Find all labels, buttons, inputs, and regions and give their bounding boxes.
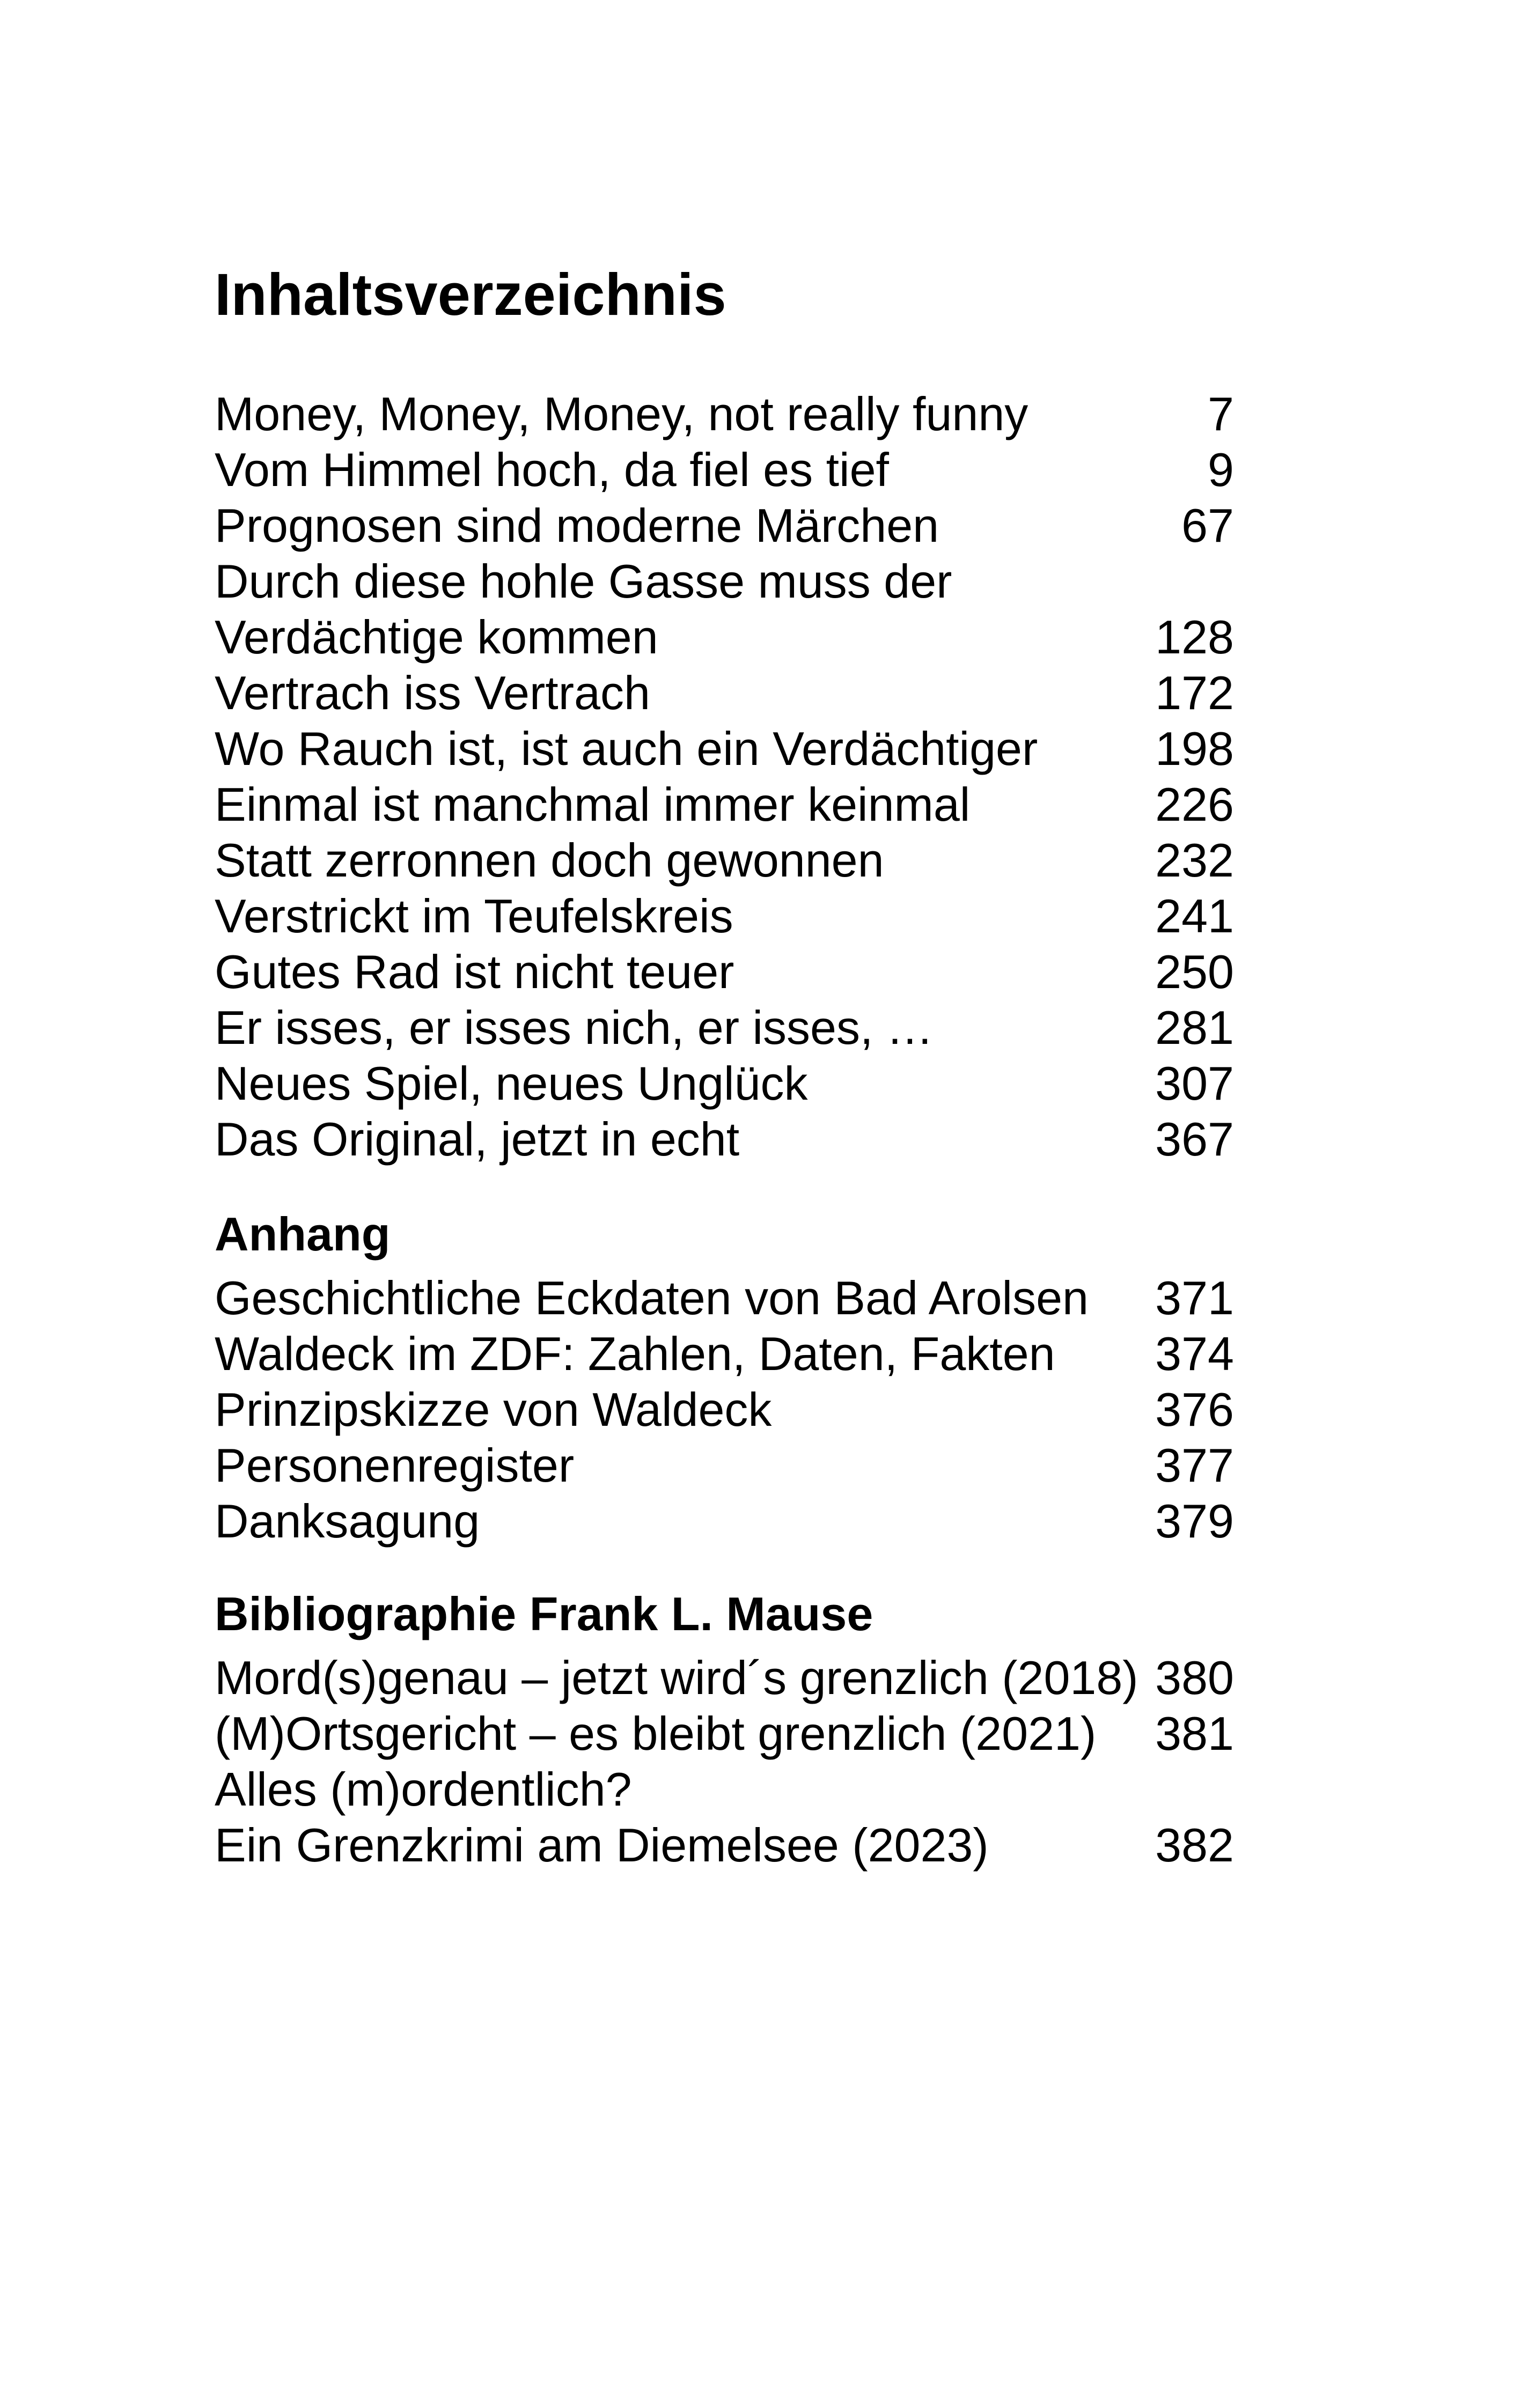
- toc-entry-title: Statt zerronnen doch gewonnen: [215, 834, 884, 887]
- toc-entry-page: 281: [1155, 1001, 1234, 1054]
- toc-entry-page: 250: [1155, 945, 1234, 998]
- toc-entry-title: Alles (m)ordentlich?: [215, 1763, 632, 1816]
- toc-entry-title: Das Original, jetzt in echt: [215, 1113, 740, 1166]
- toc-entry-title: Geschichtliche Eckdaten von Bad Arolsen: [215, 1271, 1089, 1324]
- toc-entry: [215, 665, 1234, 721]
- toc-entry-title: Prinzipskizze von Waldeck: [215, 1383, 772, 1436]
- toc-entry: [215, 1762, 1234, 1817]
- toc-entry-title: Money, Money, Money, not really funny: [215, 387, 1028, 440]
- toc-entry-title: Er isses, er isses nich, er isses, …: [215, 1001, 934, 1054]
- toc-entry: [215, 944, 1234, 1000]
- toc-entry-page: 377: [1155, 1439, 1234, 1492]
- toc-entry: [215, 386, 1234, 442]
- toc-entry-page: 241: [1155, 889, 1234, 942]
- toc-entry-title: Neues Spiel, neues Unglück: [215, 1057, 808, 1110]
- toc-entry-page: 374: [1155, 1327, 1234, 1380]
- toc-entry-title: Prognosen sind moderne Märchen: [215, 499, 939, 552]
- toc-entry-page: 67: [1181, 499, 1234, 552]
- toc-entry-title: Durch diese hohle Gasse muss der: [215, 555, 952, 608]
- toc-entry-page: 128: [1155, 610, 1234, 664]
- toc-entry-page: 7: [1208, 387, 1234, 440]
- toc-entry-title: Verdächtige kommen: [215, 610, 658, 664]
- appendix-heading: Anhang: [215, 1207, 391, 1261]
- toc-entry-title: Vertrach iss Vertrach: [215, 666, 650, 719]
- toc-entry: [215, 1000, 1234, 1056]
- toc-entry: [215, 1706, 1234, 1762]
- section-spacer: [215, 1167, 1234, 1206]
- chapter-list: [215, 386, 1234, 1167]
- toc-entry-title: Vom Himmel hoch, da fiel es tief: [215, 443, 889, 496]
- toc-entry-title: Ein Grenzkrimi am Diemelsee (2023): [215, 1818, 989, 1872]
- toc-entry-title: Gutes Rad ist nicht teuer: [215, 945, 734, 998]
- toc-entry-title: Wo Rauch ist, ist auch ein Verdächtiger: [215, 722, 1038, 775]
- toc-entry-title: Einmal ist manchmal immer keinmal: [215, 778, 971, 831]
- section-spacer: [215, 1549, 1234, 1586]
- toc-entry: [215, 1111, 1234, 1167]
- heading-spacer: [215, 1643, 1234, 1650]
- toc-entry: [215, 1438, 1234, 1493]
- page-title: Inhaltsverzeichnis: [215, 262, 726, 328]
- toc-entry-page: [1153, 554, 1234, 609]
- table-of-contents-page: [215, 252, 1234, 1873]
- toc-entry-page: 382: [1155, 1818, 1234, 1872]
- toc-entry-title: Danksagung: [215, 1494, 480, 1548]
- toc-entry-page: 232: [1155, 834, 1234, 887]
- toc-entry-page: 226: [1155, 778, 1234, 831]
- toc-entry: [215, 1326, 1234, 1382]
- toc-entry-page: 307: [1155, 1057, 1234, 1110]
- toc-entry: [215, 1382, 1234, 1438]
- bibliography-list: [215, 1650, 1234, 1873]
- toc-entry-title: Mord(s)genau – jetzt wird´s grenzlich (2018): [215, 1651, 1138, 1704]
- appendix-list: [215, 1270, 1234, 1549]
- toc-entry-page: 367: [1155, 1113, 1234, 1166]
- toc-entry-page: 9: [1208, 443, 1234, 496]
- bibliography-heading: Bibliographie Frank L. Mause: [215, 1587, 873, 1640]
- toc-entry: [215, 721, 1234, 777]
- toc-entry: [215, 609, 1234, 665]
- toc-entry-title: (M)Ortsgericht – es bleibt grenzlich (2021): [215, 1707, 1097, 1760]
- toc-entry: [215, 1056, 1234, 1111]
- toc-entry-page: 172: [1155, 666, 1234, 719]
- toc-entry: [215, 554, 1234, 609]
- toc-entry: [215, 1270, 1234, 1326]
- heading-spacer: [215, 1263, 1234, 1270]
- toc-entry: [215, 1817, 1234, 1873]
- toc-entry-page: 371: [1155, 1271, 1234, 1324]
- toc-entry: [215, 498, 1234, 554]
- toc-entry-page: 379: [1155, 1494, 1234, 1548]
- toc-entry-page: 376: [1155, 1383, 1234, 1436]
- toc-entry-page: 381: [1155, 1707, 1234, 1760]
- toc-entry: [215, 1650, 1234, 1706]
- toc-entry: [215, 888, 1234, 944]
- toc-entry-title: Personenregister: [215, 1439, 575, 1492]
- toc-entry-page: 198: [1155, 722, 1234, 775]
- toc-entry: [215, 833, 1234, 888]
- toc-entry-title: Verstrickt im Teufelskreis: [215, 889, 733, 942]
- toc-entry: [215, 1493, 1234, 1549]
- toc-entry-page: [1153, 1762, 1234, 1817]
- toc-entry-page: 380: [1155, 1651, 1234, 1704]
- toc-entry: [215, 777, 1234, 833]
- toc-entry: [215, 442, 1234, 498]
- toc-entry-title: Waldeck im ZDF: Zahlen, Daten, Fakten: [215, 1327, 1055, 1380]
